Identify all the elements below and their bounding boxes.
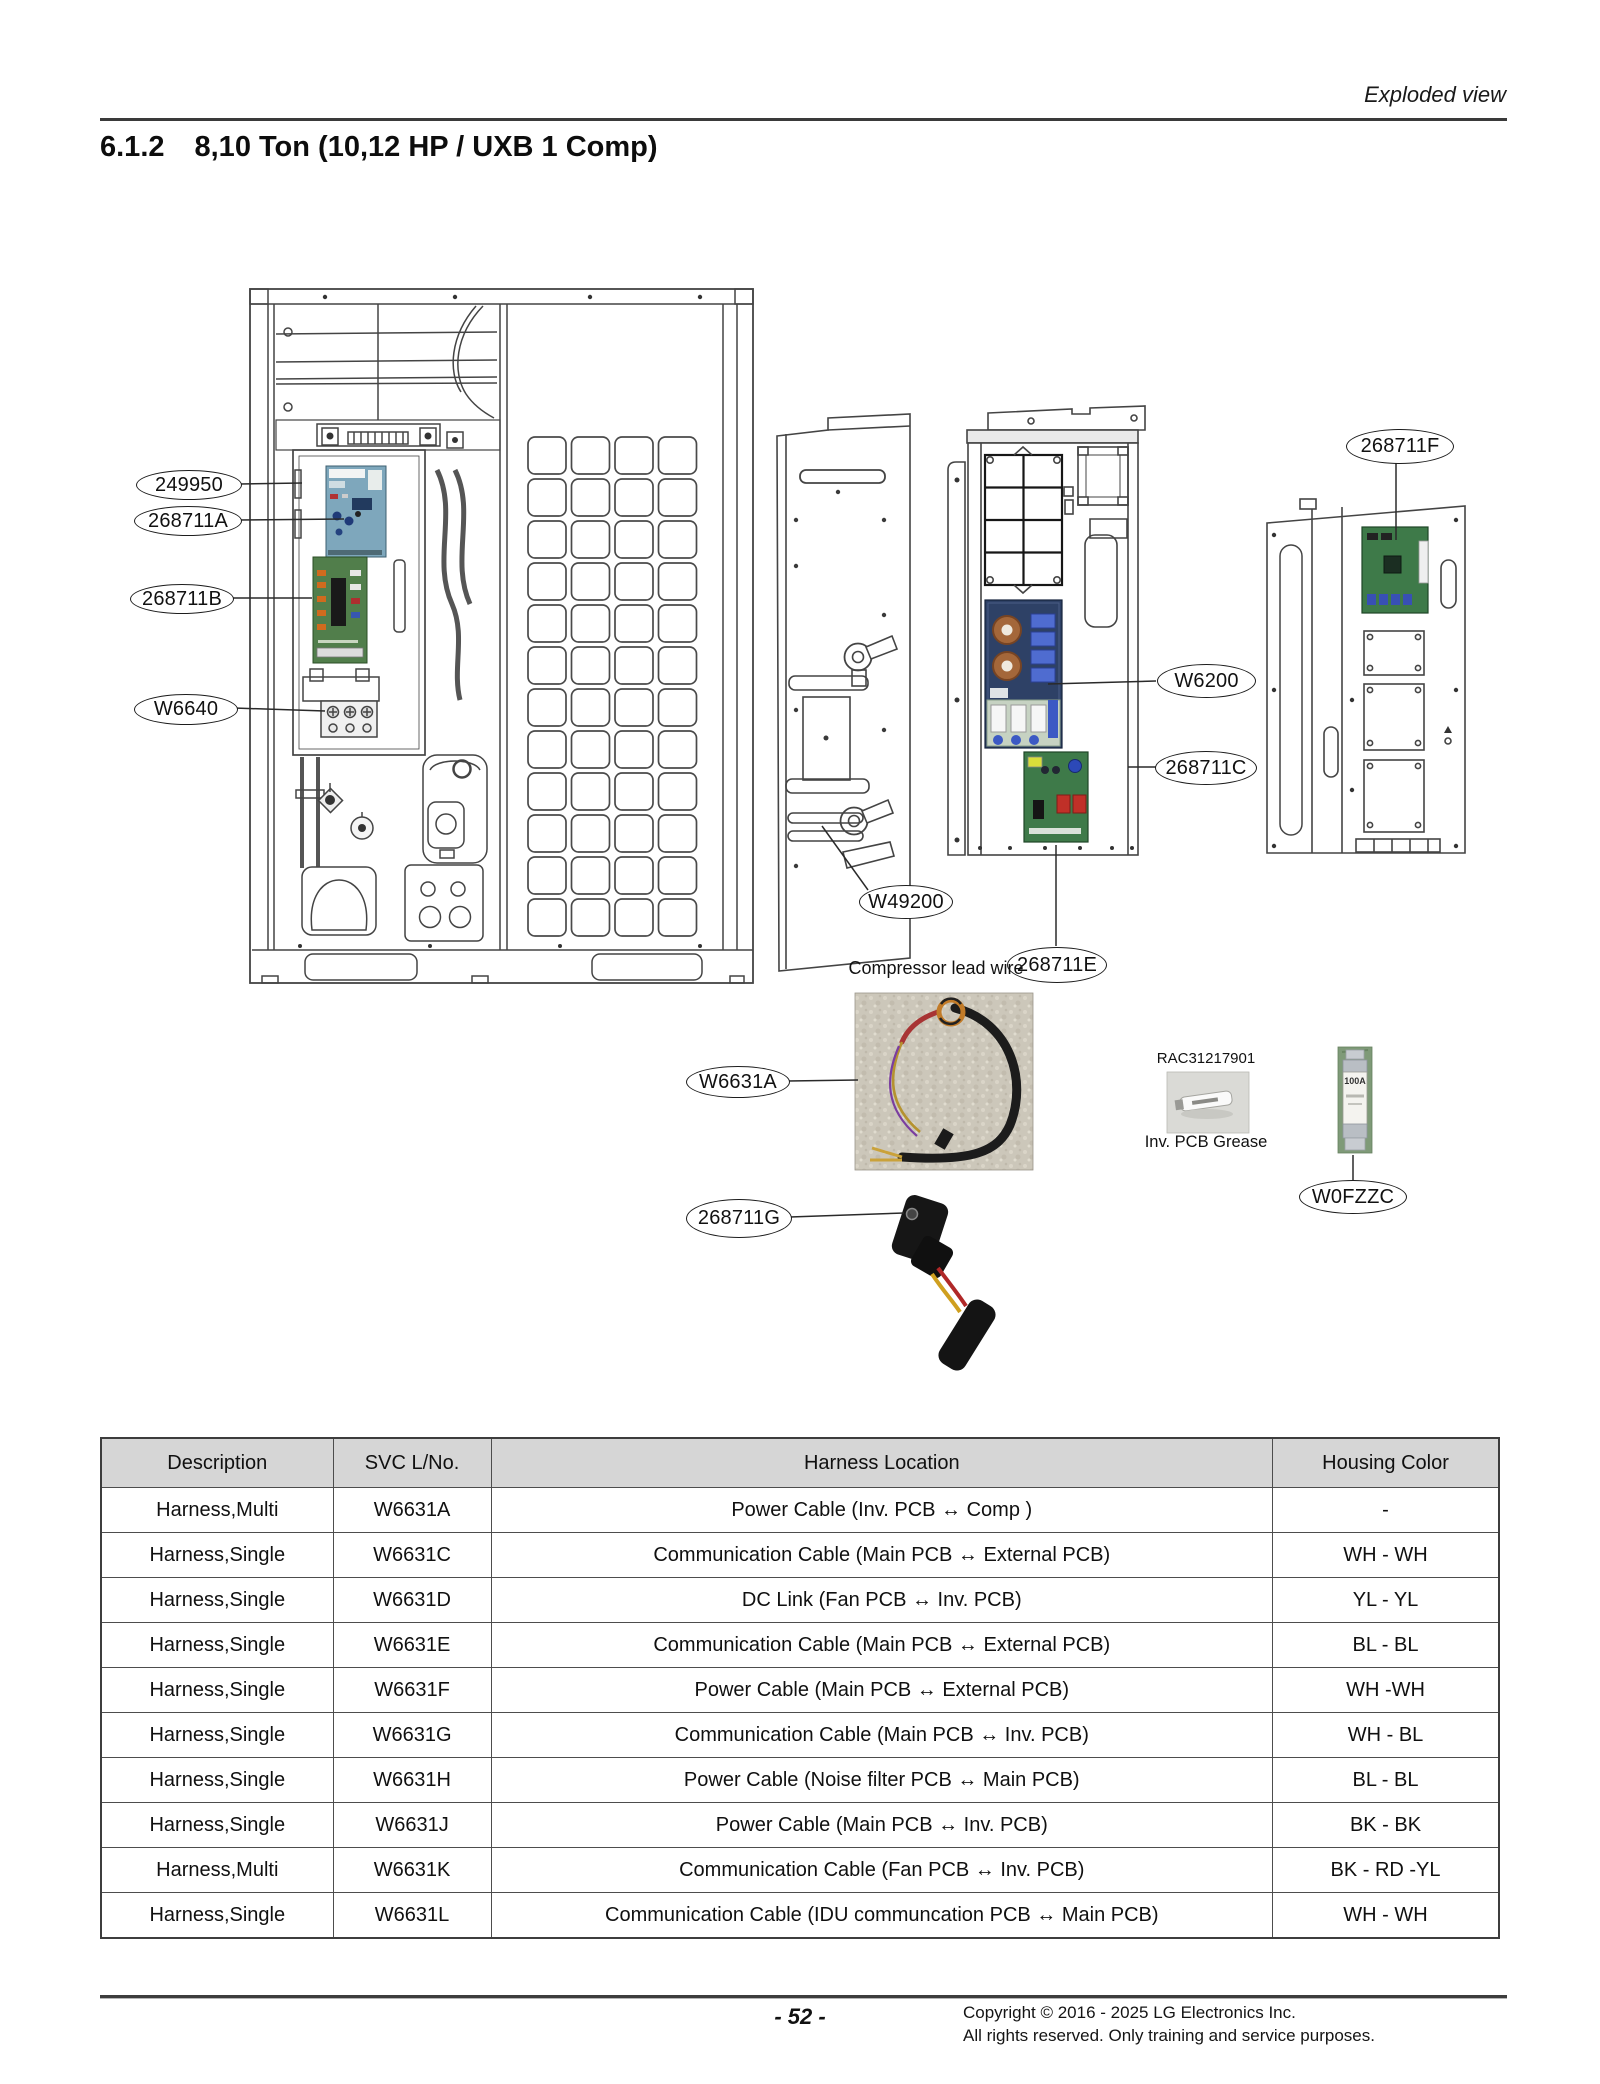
section-number: 6.1.2 xyxy=(100,131,165,163)
callout-249950: 249950 xyxy=(136,470,242,500)
cell-location: Power Cable (Main PCB ↔ Inv. PCB) xyxy=(491,1803,1272,1848)
cell-description: Harness,Multi xyxy=(101,1848,333,1893)
cell-location: Power Cable (Noise filter PCB ↔ Main PCB) xyxy=(491,1758,1272,1803)
copyright-line-2: All rights reserved. Only training and service purposes. xyxy=(963,2026,1375,2045)
table-row xyxy=(101,1533,1499,1578)
callout-268711B: 268711B xyxy=(130,584,234,614)
cell-color: - xyxy=(1273,1488,1499,1533)
pcb-photo-268711F xyxy=(1362,527,1428,613)
cell-svc-no: W6631J xyxy=(333,1803,491,1848)
cell-location: Communication Cable (Main PCB ↔ Inv. PCB) xyxy=(491,1713,1272,1758)
cell-color: BK - RD -YL xyxy=(1273,1848,1499,1893)
cell-color: WH - BL xyxy=(1273,1713,1499,1758)
cell-location: Communication Cable (Main PCB ↔ External PCB) xyxy=(491,1623,1272,1668)
cell-description: Harness,Single xyxy=(101,1803,333,1848)
callout-W49200: W49200 xyxy=(859,885,953,919)
pcb-photo-noise-filter xyxy=(985,600,1062,748)
back-panel-drawing xyxy=(1267,499,1465,853)
callout-W6631A: W6631A xyxy=(686,1066,790,1098)
callout-268711A: 268711A xyxy=(134,506,242,536)
table-row xyxy=(101,1893,1499,1939)
cell-svc-no: W6631L xyxy=(333,1893,491,1939)
pcb-photo-268711E xyxy=(1024,752,1088,842)
table-row xyxy=(101,1803,1499,1848)
callout-268711G: 268711G xyxy=(686,1199,792,1238)
cell-location: Communication Cable (Fan PCB ↔ Inv. PCB) xyxy=(491,1848,1272,1893)
column-header-svc-no: SVC L/No. xyxy=(333,1438,491,1488)
cell-description: Harness,Single xyxy=(101,1758,333,1803)
callout-268711F: 268711F xyxy=(1346,429,1454,464)
table-row xyxy=(101,1713,1499,1758)
cell-svc-no: W6631D xyxy=(333,1578,491,1623)
table-row xyxy=(101,1848,1499,1893)
header-section-label: Exploded view xyxy=(1364,82,1506,107)
page-number: - 52 - xyxy=(774,2004,826,2029)
cell-svc-no: W6631K xyxy=(333,1848,491,1893)
cell-color: BL - BL xyxy=(1273,1758,1499,1803)
table-row xyxy=(101,1668,1499,1713)
terminal-block-drawing xyxy=(303,669,379,737)
compressor-lead-wire-photo xyxy=(855,993,1033,1170)
cell-svc-no: W6631A xyxy=(333,1488,491,1533)
unit-front-view-drawing xyxy=(250,289,753,983)
table-row xyxy=(101,1623,1499,1668)
section-name: 8,10 Ton (10,12 HP / UXB 1 Comp) xyxy=(194,131,658,163)
fin-guard-grid xyxy=(528,437,697,936)
cell-svc-no: W6631C xyxy=(333,1533,491,1578)
cell-location: DC Link (Fan PCB ↔ Inv. PCB) xyxy=(491,1578,1272,1623)
callout-W6640: W6640 xyxy=(134,694,238,725)
cell-location: Communication Cable (IDU communcation PCB ↔ Main PCB) xyxy=(491,1893,1272,1939)
cell-color: WH - WH xyxy=(1273,1533,1499,1578)
fuse-rating-label: 100A xyxy=(1344,1076,1366,1086)
table-header-row xyxy=(101,1438,1499,1488)
column-header-housing-color: Housing Color xyxy=(1273,1438,1499,1488)
copyright-line-1: Copyright © 2016 - 2025 LG Electronics Inc. xyxy=(963,2003,1296,2022)
cell-description: Harness,Multi xyxy=(101,1488,333,1533)
callout-268711E: 268711E xyxy=(1007,947,1107,983)
grease-caption-label: Inv. PCB Grease xyxy=(1144,1133,1268,1151)
cell-location: Power Cable (Main PCB ↔ External PCB) xyxy=(491,1668,1272,1713)
callout-268711C: 268711C xyxy=(1155,751,1257,785)
column-header-description: Description xyxy=(101,1438,333,1488)
table-row xyxy=(101,1578,1499,1623)
cell-svc-no: W6631H xyxy=(333,1758,491,1803)
table-row xyxy=(101,1758,1499,1803)
callout-W6200: W6200 xyxy=(1157,664,1256,698)
grease-tube-photo xyxy=(1167,1072,1249,1133)
cell-color: YL - YL xyxy=(1273,1578,1499,1623)
pcb-photo-main xyxy=(313,557,367,663)
cell-svc-no: W6631E xyxy=(333,1623,491,1668)
cell-svc-no: W6631F xyxy=(333,1668,491,1713)
cell-description: Harness,Single xyxy=(101,1893,333,1939)
column-header-harness-location: Harness Location xyxy=(491,1438,1272,1488)
fuse-photo xyxy=(1338,1047,1372,1153)
callout-W0FZZC: W0FZZC xyxy=(1299,1180,1407,1214)
cell-color: BK - BK xyxy=(1273,1803,1499,1848)
noise-filter-panel-drawing xyxy=(948,406,1145,855)
cell-color: BL - BL xyxy=(1273,1623,1499,1668)
cell-location: Power Cable (Inv. PCB ↔ Comp ) xyxy=(491,1488,1272,1533)
cell-description: Harness,Single xyxy=(101,1713,333,1758)
cell-description: Harness,Single xyxy=(101,1668,333,1713)
cell-color: WH -WH xyxy=(1273,1668,1499,1713)
cell-color: WH - WH xyxy=(1273,1893,1499,1939)
table-row xyxy=(101,1488,1499,1533)
cell-description: Harness,Single xyxy=(101,1578,333,1623)
copyright-notice xyxy=(963,2001,1375,2047)
cell-location: Communication Cable (Main PCB ↔ External PCB) xyxy=(491,1533,1272,1578)
cell-description: Harness,Single xyxy=(101,1533,333,1578)
pcb-photo-inverter xyxy=(326,466,386,557)
cell-description: Harness,Single xyxy=(101,1623,333,1668)
cell-svc-no: W6631G xyxy=(333,1713,491,1758)
grease-part-number-label: RAC31217901 xyxy=(1156,1050,1256,1067)
harness-table xyxy=(100,1437,1500,1939)
compressor-lead-wire-label: Compressor lead wire xyxy=(848,958,1024,978)
thermistor-connector-photo xyxy=(889,1193,999,1375)
